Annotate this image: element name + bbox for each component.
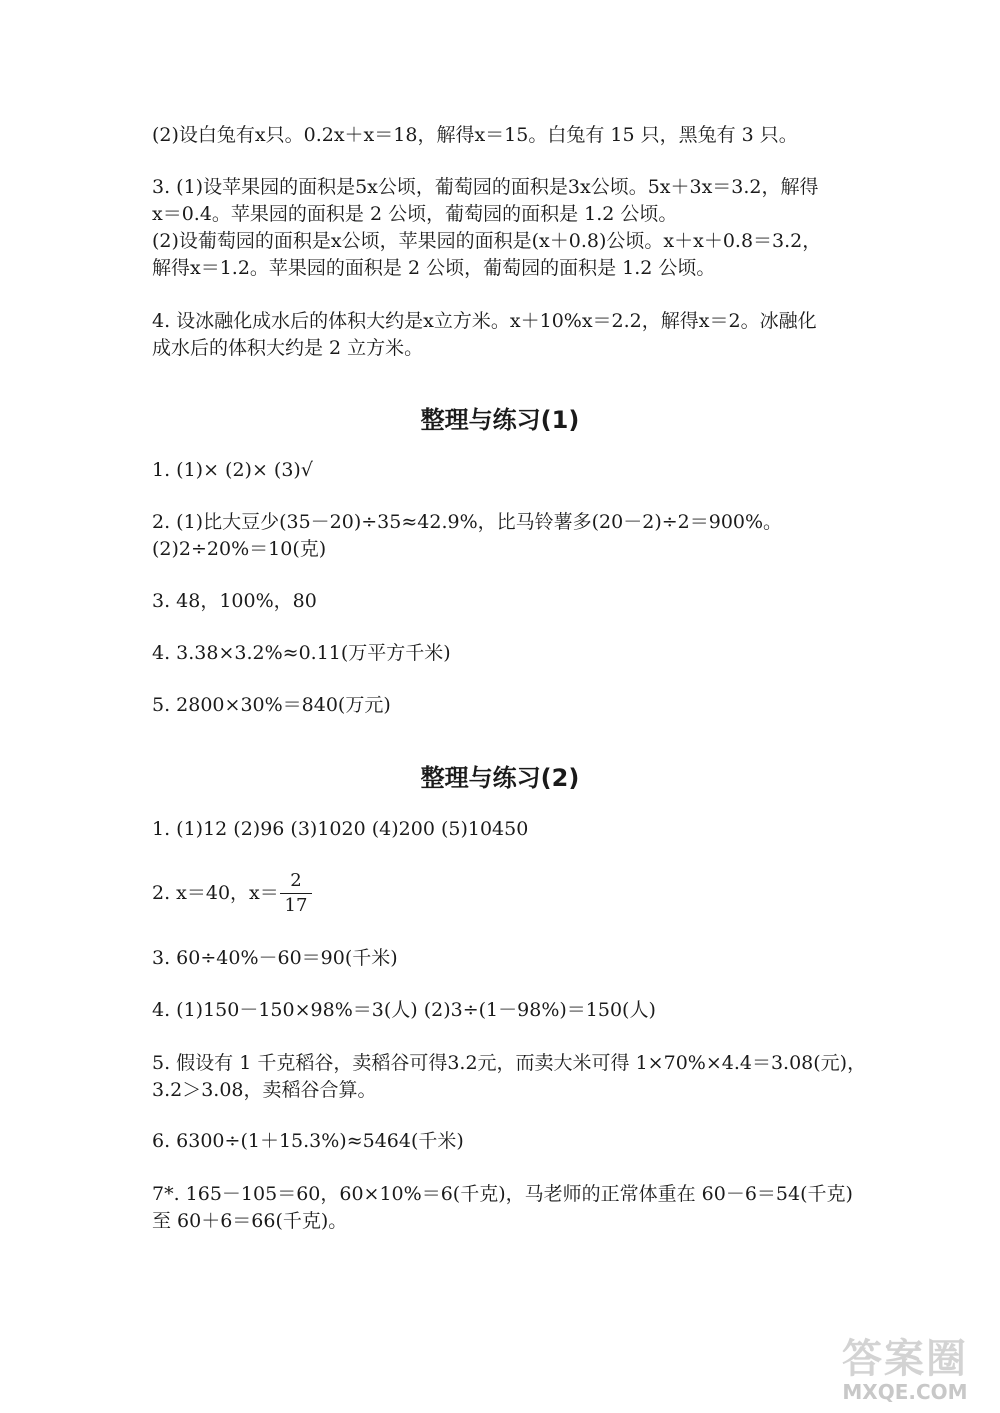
section1-title: 整理与练习(1) — [420, 406, 580, 434]
fraction-numerator: 2 — [290, 870, 302, 891]
answer-q4-line1: 4. 设冰融化成水后的体积大约是x立方米。x＋10%x＝2.2，解得x＝2。冰融化 — [152, 310, 817, 332]
answer-q3-line2: x＝0.4。苹果园的面积是 2 公顷，葡萄园的面积是 1.2 公顷。 — [152, 203, 678, 225]
section1-q2-line1: 2. (1)比大豆少(35－20)÷35≈42.9%，比马铃薯多(20－2)÷2＝900%。 — [152, 511, 783, 533]
section2-q7-line1: 7*. 165－105＝60，60×10%＝6(千克)，马老师的正常体重在 60－6＝54(千克) — [152, 1183, 853, 1205]
section2-q1: 1. (1)12 (2)96 (3)1020 (4)200 (5)10450 — [152, 818, 529, 840]
section2-q4: 4. (1)150－150×98%＝3(人) (2)3÷(1－98%)＝150(人) — [152, 999, 656, 1021]
section1-q4: 4. 3.38×3.2%≈0.11(万平方千米) — [152, 642, 451, 664]
section1-q2-line2: (2)2÷20%＝10(克) — [152, 538, 327, 560]
section1-q5: 5. 2800×30%＝840(万元) — [152, 694, 391, 716]
section1-q1: 1. (1)× (2)× (3)√ — [152, 459, 313, 481]
section2-q5-line2: 3.2＞3.08，卖稻谷合算。 — [152, 1079, 377, 1101]
watermark-text-bottom: MXQE.COM — [842, 1380, 968, 1404]
section2-q7-line2: 至 60＋6＝66(千克)。 — [152, 1210, 348, 1232]
answer-q3-line1: 3. (1)设苹果园的面积是5x公顷，葡萄园的面积是3x公顷。5x＋3x＝3.2，解得 — [152, 176, 819, 198]
answer-q1-part2: (2)设白兔有x只。0.2x＋x＝18，解得x＝15。白兔有 15 只，黑兔有 3 只。 — [152, 124, 798, 146]
watermark-text-top: 答案圈 — [842, 1336, 968, 1382]
answer-q3-line4: 解得x＝1.2。苹果园的面积是 2 公顷，葡萄园的面积是 1.2 公顷。 — [152, 257, 716, 279]
section2-q2: 2. x＝40，x＝ — [152, 882, 279, 904]
section2-q3: 3. 60÷40%－60＝90(千米) — [152, 947, 398, 969]
answer-q3-line3: (2)设葡萄园的面积是x公顷，苹果园的面积是(x＋0.8)公顷。x＋x＋0.8＝3.2， — [152, 230, 822, 252]
section2-q2-fraction — [276, 870, 316, 917]
section2-q5-line1: 5. 假设有 1 千克稻谷，卖稻谷可得3.2元，而卖大米可得 1×70%×4.4＝3.08(元)， — [152, 1052, 867, 1074]
fraction-bar — [280, 893, 312, 894]
fraction-denominator: 17 — [284, 895, 308, 916]
section1-q3: 3. 48，100%，80 — [152, 590, 317, 612]
section2-title: 整理与练习(2) — [420, 764, 580, 792]
watermark-logo — [830, 1337, 980, 1407]
section2-q6: 6. 6300÷(1＋15.3%)≈5464(千米) — [152, 1130, 464, 1152]
answer-q4-line2: 成水后的体积大约是 2 立方米。 — [152, 337, 424, 359]
